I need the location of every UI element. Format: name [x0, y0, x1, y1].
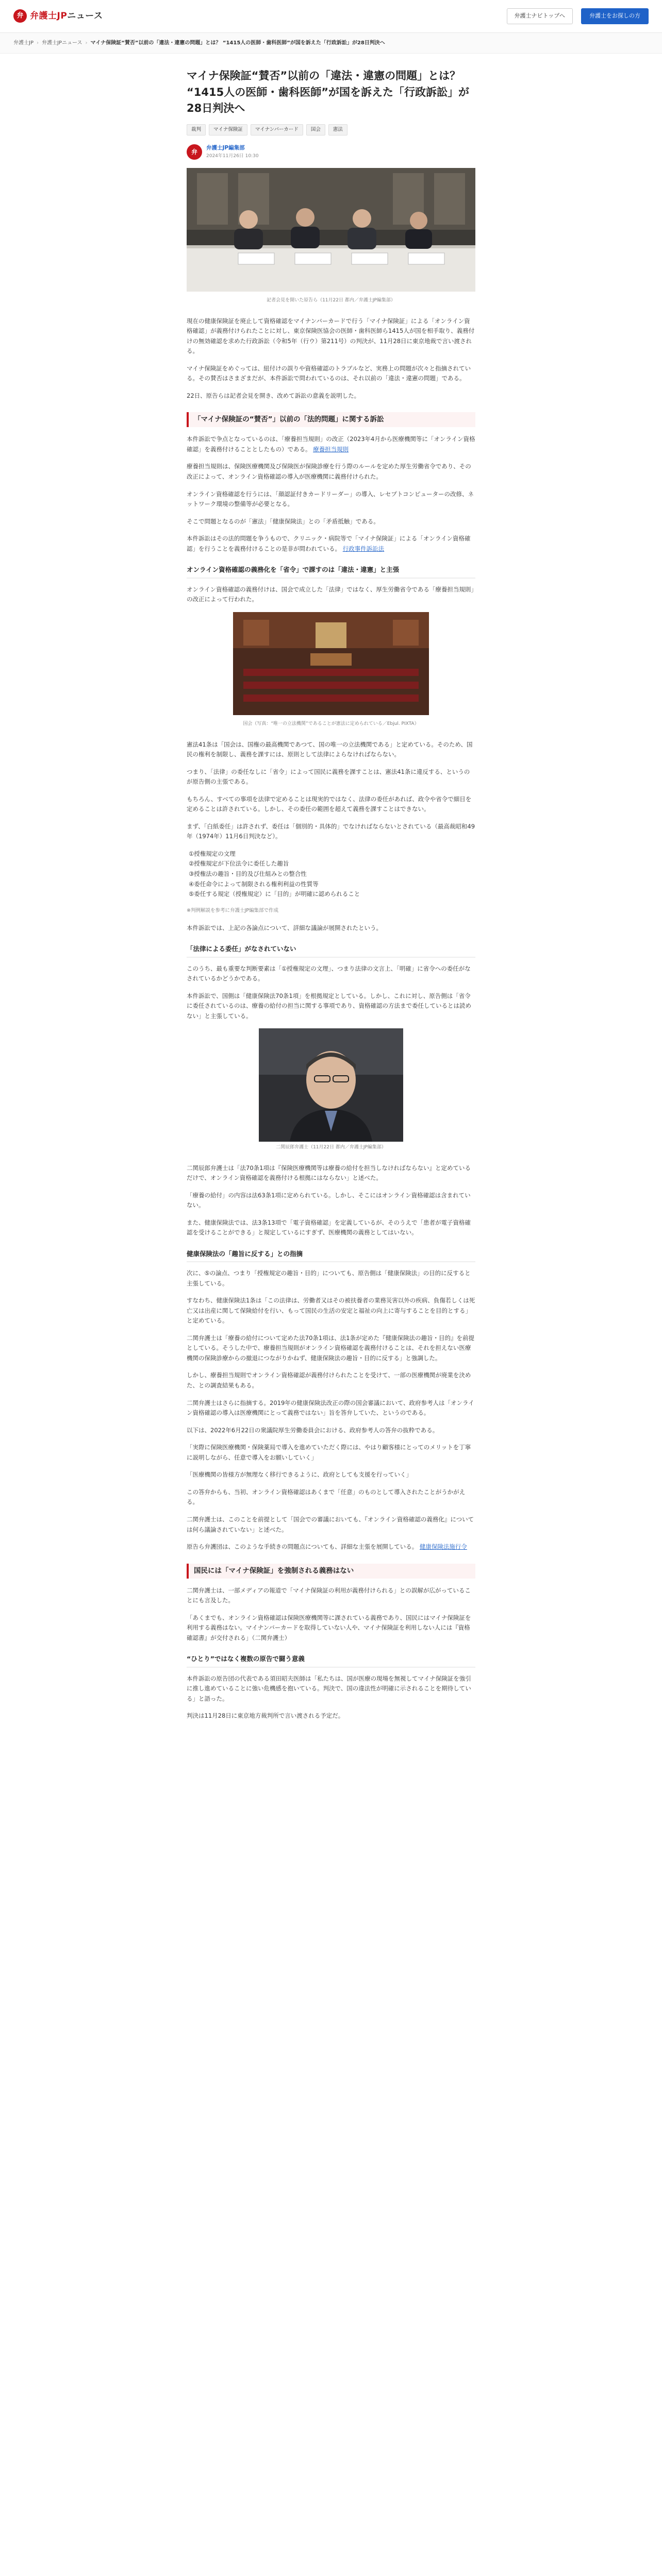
photo-caption: 記者会見を開いた原告ら（11月22日 都内／弁護士JP編集部） [267, 298, 395, 303]
lawyer-photo [187, 1028, 475, 1142]
intro-paragraph: 現在の健康保険証を廃止して資格確認をマイナンバーカードで行う「マイナ保険証」による「オンライン資格確認」が義務付けられたことに対し、東京保険医協会の医師・歯科医師ら1415人が国を相手取り、義務付けの無効確認を求めた行政訴訟（令和5年（行ウ）第211号）の判決が、11月28日に東京地裁で言い渡される。 [187, 317, 475, 355]
list-item: ④委任命令によって制限される権利利益の性質等 [189, 880, 319, 888]
intro-paragraph: マイナ保険証をめぐっては、紐付けの誤りや資格確認のトラブルなど、実務上の問題が次々と指摘されている。その賛否はさまざまだが、本件訴訟で問われているのは、それ以前の「違法・違憲の問題」である。 [187, 364, 471, 382]
diet-photo [187, 612, 475, 719]
article [187, 54, 475, 1759]
body-paragraph: 二関弁護士は、このことを前提として「国会での審議においても、『オンライン資格確認の義務化』については何ら議論されていない」と述べた。 [187, 1515, 474, 1533]
body-paragraph: オンライン資格確認を行うには、「顔認証付きカードリーダー」の導入、レセプトコンピューターの改修、ネットワーク環境の整備等が必要となる。 [187, 490, 474, 508]
body-paragraph: 二関弁護士はさらに指摘する。2019年の健康保険法改正の際の国会審議において、政府参考人は「オンライン資格確認の導入は医療機関にとって義務ではない」旨を答弁していた、というのである。 [187, 1399, 474, 1417]
body-paragraph [187, 1542, 475, 1552]
law-link[interactable]: 行政事件訴訟法 [342, 545, 385, 552]
body-paragraph: つまり、「法律」の委任なしに「省令」によって国民に義務を課すことは、憲法41条に違反する、というのが原告側の主張である。 [187, 768, 470, 786]
ordinance-link[interactable]: 健康保険法施行令 [419, 1543, 467, 1551]
paragraph-text: 原告ら弁護団は、このような手続きの問題点についても、詳細な主張を展開している。 [187, 1543, 418, 1551]
body-paragraph: このうち、最も重要な判断要素は「①授権規定の文理」、つまり法律の文言上、「明確」に省令への委任がなされているかどうかである。 [187, 964, 471, 982]
article-title: マイナ保険証“賛否”以前の「違法・違憲の問題」とは？ “1415人の医師・歯科医師”が国を訴えた「行政訴訟」が28日判決へ [187, 70, 470, 114]
body-paragraph: 「療養の給付」の内容は法63条1項に定められている。しかし、そこにはオンライン資格確認は含まれていない。 [187, 1191, 471, 1209]
tag[interactable]: 憲法 [328, 124, 347, 135]
author-block [187, 144, 475, 161]
header-actions [507, 8, 649, 24]
lawyer-portrait-image [259, 1028, 403, 1142]
body-paragraph: また、健康保険法では、法3条13項で「電子資格確認」を定義しているが、そのうえで「患者が電子資格確認を受けることができる」と規定しているにすぎず、医療機関の義務としてはいない。 [187, 1218, 471, 1236]
quote-paragraph: 「実際に保険医療機関・保険薬局で導入を進めていただく際には、やはり顧客様にとってのメリットを丁寧に説明しながら、任意で導入をお願いしていく」 [187, 1444, 471, 1461]
section-heading: 「マイナ保険証の“賛否”」以前の「法的問題」に関する訴訟 [187, 412, 475, 427]
diet-chamber-image [187, 612, 475, 715]
subsection-heading: 健康保険法の「趣旨に反する」との指摘 [187, 1248, 475, 1262]
body-paragraph: もちろん、すべての事項を法律で定めることは現実的ではなく、法律の委任があれば、政令や省令で細目を定めることは許されている。しかし、その委任の範囲を超えて義務を課すことはできない。 [187, 795, 472, 813]
body-paragraph: 本件訴訟で、国側は「健康保険法70条1項」を根拠規定としている。しかし、これに対し、原告側は「省令に委任されているのは、療養の給付の担当に関する事項であり、資格確認の方法まで委任しているとは読めない」と主張している。 [187, 992, 471, 1020]
body-paragraph: 二関辰郎弁護士は「法70条1項は『保険医療機関等は療養の給付を担当しなければならない』と定めているだけで、オンライン資格確認を義務付ける根拠にはならない」と述べた。 [187, 1164, 471, 1182]
intro-paragraph: 22日、原告らは記者会見を開き、改めて訴訟の意義を説明した。 [187, 392, 360, 399]
breadcrumb-separator: › [85, 40, 88, 46]
press-conference-photo [187, 168, 475, 295]
body-paragraph: 憲法41条は「国会は、国権の最高機関であつて、国の唯一の立法機関である」と定めている。そのため、国民の権利を制限し、義務を課すには、原則として法律によらなければならない。 [187, 740, 473, 758]
quote-paragraph: 「医療機関の皆様方が無理なく移行できるように、政府としても支援を行っていく」 [187, 1471, 412, 1479]
body-paragraph: 判決は11月28日に東京地方裁判所で言い渡される予定だ。 [187, 1712, 344, 1720]
author-avatar: 弁 [187, 144, 202, 160]
logo-main: 弁護士JP [30, 11, 68, 22]
body-paragraph: そこで問題となるのが「憲法」「健康保険法」との「矛盾抵触」である。 [187, 517, 379, 525]
body-paragraph: 本件訴訟の原告団の代表である須田昭夫医師は「私たちは、国が医療の現場を無視してマイナ保険証を強引に推し進めていることに強い危機感を抱いている。判決で、国の違法性が明確に示されることを期待している」と語った。 [187, 1674, 471, 1702]
body-paragraph [187, 434, 475, 454]
tag[interactable]: マイナンバーカード [251, 124, 303, 135]
tag-list [187, 124, 475, 135]
breadcrumb [0, 33, 662, 54]
subsection-heading: オンライン資格確認の義務化を「省令」で課すのは「違法・違憲」と主張 [187, 564, 475, 578]
tag[interactable]: マイナ保険証 [209, 124, 247, 135]
body-paragraph: しかし、療養担当規則でオンライン資格確認が義務付けられたことを受けて、一部の医療機関が廃業を決めた、との調査結果もある。 [187, 1371, 471, 1389]
body-paragraph: 「あくまでも、オンライン資格確認は保険医療機関等に課されている義務であり、国民にはマイナ保険証を利用する義務はない。マイナンバーカードを取得していない人や、マイナ保険証を利用しない人には『資格確認書』が交付される」（二関弁護士） [187, 1614, 471, 1641]
tag[interactable]: 裁判 [187, 124, 206, 135]
press-conference-image [187, 168, 475, 292]
body-paragraph: 次に、⑤の論点、つまり「授権規定の趣旨・目的」についても、原告側は「健康保険法」の目的に反すると主張している。 [187, 1269, 471, 1287]
regulation-link[interactable]: 療養担当規則 [313, 445, 349, 453]
tag[interactable]: 国会 [306, 124, 325, 135]
breadcrumb-news[interactable]: 弁護士JPニュース [41, 40, 82, 46]
photo-caption: 二関辰郎弁護士（11月22日 都内／弁護士JP編集部） [276, 1145, 386, 1150]
subsection-heading: 「法律による委任」がなされていない [187, 943, 475, 957]
list-note: ※判例解説を参考に弁護士JP編集部で作成 [187, 907, 278, 913]
breadcrumb-current: マイナ保険証“賛否”以前の「違法・違憲の問題」とは？ “1415人の医師・歯科医師”が国を訴えた「行政訴訟」が28日判決へ [90, 40, 385, 46]
list-item: ③授権法の趣旨・目的及び仕組みとの整合性 [189, 870, 307, 877]
criteria-list [187, 849, 475, 900]
publish-date: 2024年11月26日 10:30 [206, 154, 259, 159]
body-paragraph: 療養担当規則は、保険医療機関及び保険医が保険診療を行う際のルールを定めた厚生労働省令であり、その改正によって、オンライン資格確認の導入が医療機関に義務付けられた。 [187, 463, 471, 481]
find-lawyer-button[interactable]: 弁護士をお探しの方 [581, 8, 649, 24]
subsection-heading: “ひとり”ではなく複数の原告で闘う意義 [187, 1653, 475, 1667]
body-paragraph: まず、「白紙委任」は許されず、委任は「個別的・具体的」でなければならないとされている（最高裁昭和49年（1974年）11月6日判決など）。 [187, 822, 475, 840]
list-item: ①授権規定の文理 [189, 850, 236, 857]
photo-caption: 国会（写真：“唯一の立法機関”であることが憲法に定められている／Ebjul. PIXTA） [243, 721, 419, 727]
list-item: ⑤委任する規定（授権規定）に「目的」が明確に認められること [189, 890, 360, 898]
site-logo[interactable] [13, 9, 103, 24]
body-paragraph: 二関弁護士は、一部メディアの報道で「マイナ保険証の利用が義務付けられる」との誤解が広がっていることにも言及した。 [187, 1586, 471, 1604]
paragraph-text: 本件訴訟で争点となっているのは、「療養担当規則」の改正（2023年4月から医療機関等に「オンライン資格確認」を義務付けることとしたもの）である。 [187, 435, 475, 453]
logo-icon: 弁 [13, 9, 27, 23]
breadcrumb-home[interactable]: 弁護士JP [13, 40, 34, 46]
logo-sub: ニュース [67, 11, 103, 22]
paragraph-text: 本件訴訟はその法的問題を争うもので、クリニック・病院等で「マイナ保険証」による「オンライン資格確認」を行うことを義務付けることの是非が問われている。 [187, 535, 471, 552]
body-paragraph: すなわち、健康保険法1条は「この法律は、労働者又はその被扶養者の業務災害以外の疾病、負傷若しくは死亡又は出産に関して保険給付を行い、もって国民の生活の安定と福祉の向上に寄与することを目的とする」と定めている。 [187, 1297, 475, 1325]
section-heading: 国民には「マイナ保険証」を強制される義務はない [187, 1564, 475, 1579]
body-paragraph: オンライン資格確認の義務付けは、国会で成立した「法律」ではなく、厚生労働省令である「療養担当規則」の改正によって行われた。 [187, 585, 474, 603]
breadcrumb-separator: › [36, 40, 39, 46]
body-paragraph: 以下は、2022年6月22日の衆議院厚生労働委員会における、政府参考人の答弁の抜粋である。 [187, 1426, 439, 1434]
body-paragraph: 二関弁護士は「療養の給付について定めた法70条1項は、法1条が定めた『健康保険法の趣旨・目的』を前提としている。そうした中で、療養担当規則がオンライン資格確認を義務付けることは、それを担えない医療機関の保険診療からの撤退につながりかねず、健康保険法の趣旨・目的に反する」と強調した。 [187, 1334, 475, 1362]
site-header [0, 0, 662, 33]
nav-top-link[interactable]: 弁護士ナビトップへ [507, 8, 573, 24]
logo-text [30, 9, 103, 24]
list-item: ②授権規定が下位法令に委任した趣旨 [189, 860, 289, 868]
body-paragraph [187, 534, 475, 554]
author-name[interactable]: 弁護士JP編集部 [206, 144, 245, 151]
body-paragraph: 本件訴訟では、上記の各論点について、詳細な議論が展開されたという。 [187, 924, 383, 931]
body-paragraph: この答弁からも、当初、オンライン資格確認はあくまで「任意」のものとして導入されたことがうかがえる。 [187, 1488, 466, 1506]
